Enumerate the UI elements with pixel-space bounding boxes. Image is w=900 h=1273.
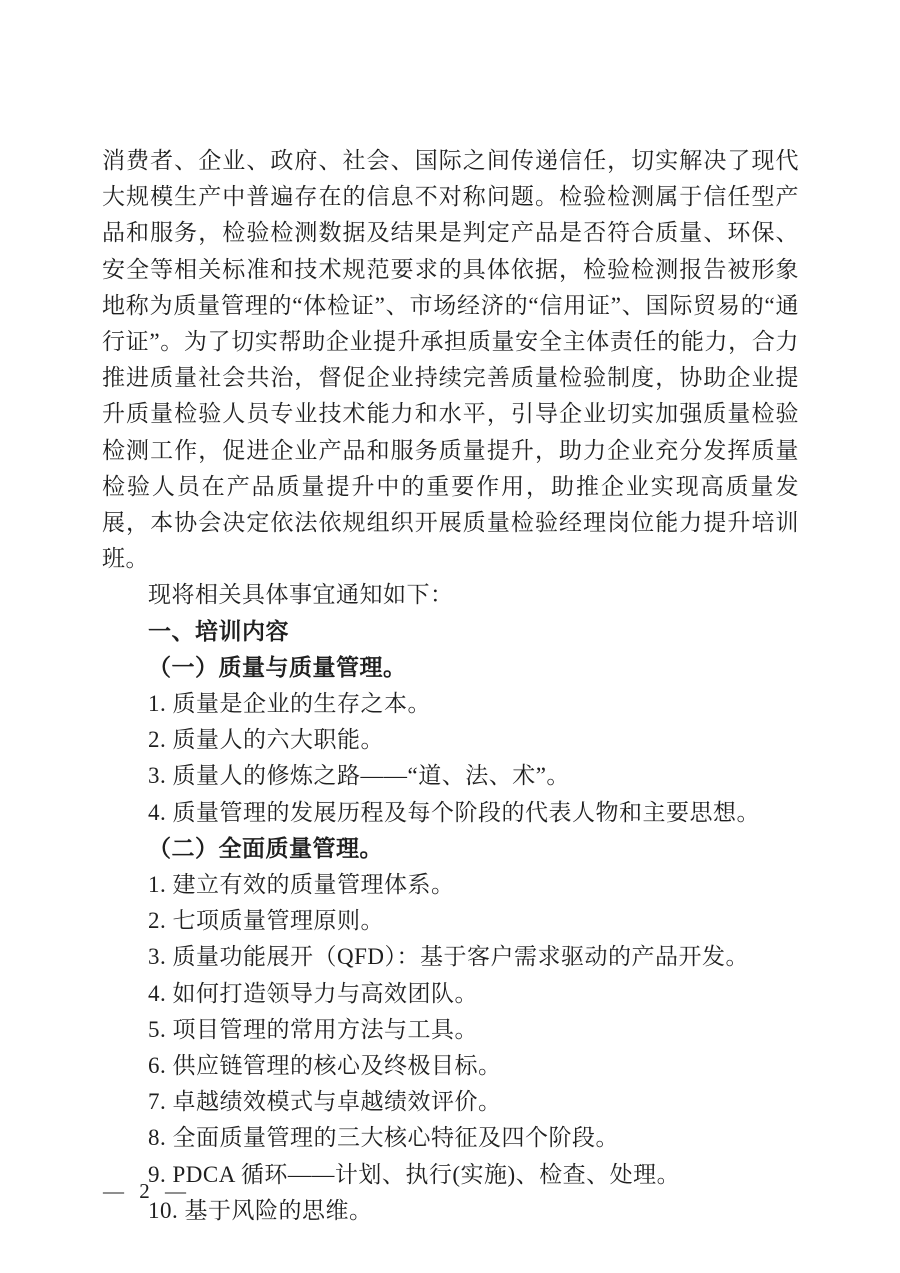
subsection-heading-quality-and-quality-management: （一）质量与质量管理。 xyxy=(148,654,407,680)
list-item: 2. 质量人的六大职能。 xyxy=(148,727,384,753)
list-item: 4. 质量管理的发展历程及每个阶段的代表人物和主要思想。 xyxy=(148,799,760,825)
document-body xyxy=(102,143,799,1229)
list-item: 1. 建立有效的质量管理体系。 xyxy=(148,872,455,898)
list-item: 3. 质量功能展开（QFD）：基于客户需求驱动的产品开发。 xyxy=(148,944,750,970)
list-item: 7. 卓越绩效模式与卓越绩效评价。 xyxy=(148,1089,502,1115)
heading-training-content: 一、培训内容 xyxy=(148,618,289,644)
list-item: 1. 质量是企业的生存之本。 xyxy=(148,691,431,717)
list-item: 6. 供应链管理的核心及终极目标。 xyxy=(148,1053,502,1079)
list-item: 5. 项目管理的常用方法与工具。 xyxy=(148,1016,478,1042)
list-item: 2. 七项质量管理原则。 xyxy=(148,908,384,934)
list-item: 9. PDCA 循环——计划、执行(实施)、检查、处理。 xyxy=(148,1161,681,1187)
page-number: — 2 — xyxy=(103,1179,191,1203)
list-item: 3. 质量人的修炼之路——“道、法、术”。 xyxy=(148,763,570,789)
opening-paragraph: 消费者、企业、政府、社会、国际之间传递信任，切实解决了现代大规模生产中普遍存在的信息不对称问题。检验检测属于信任型产品和服务，检验检测数据及结果是判定产品是否符合质量、环保、安全等相关标准和技术规范要求的具体依据，检验检测报告被形象地称为质量管理的“体检证”、市场经济的“信用证”、国际贸易的“通行证”。为了切实帮助企业提升承担质量安全主体责任的能力，合力推进质量社会共治，督促企业持续完善质量检验制度，协助企业提升质量检验人员专业技术能力和水平，引导企业切实加强质量检验检测工作，促进企业产品和服务质量提升，助力企业充分发挥质量检验人员在产品质量提升中的重要作用，助推企业实现高质量发展，本协会决定依法依规组织开展质量检验经理岗位能力提升培训班。 xyxy=(102,148,799,572)
subsection-heading-total-quality-management: （二）全面质量管理。 xyxy=(148,835,383,861)
list-item: 4. 如何打造领导力与高效团队。 xyxy=(148,980,478,1006)
notice-line: 现将相关具体事宜通知如下： xyxy=(148,582,454,608)
list-item: 8. 全面质量管理的三大核心特征及四个阶段。 xyxy=(148,1125,619,1151)
list-item: 10. 基于风险的思维。 xyxy=(148,1197,373,1223)
